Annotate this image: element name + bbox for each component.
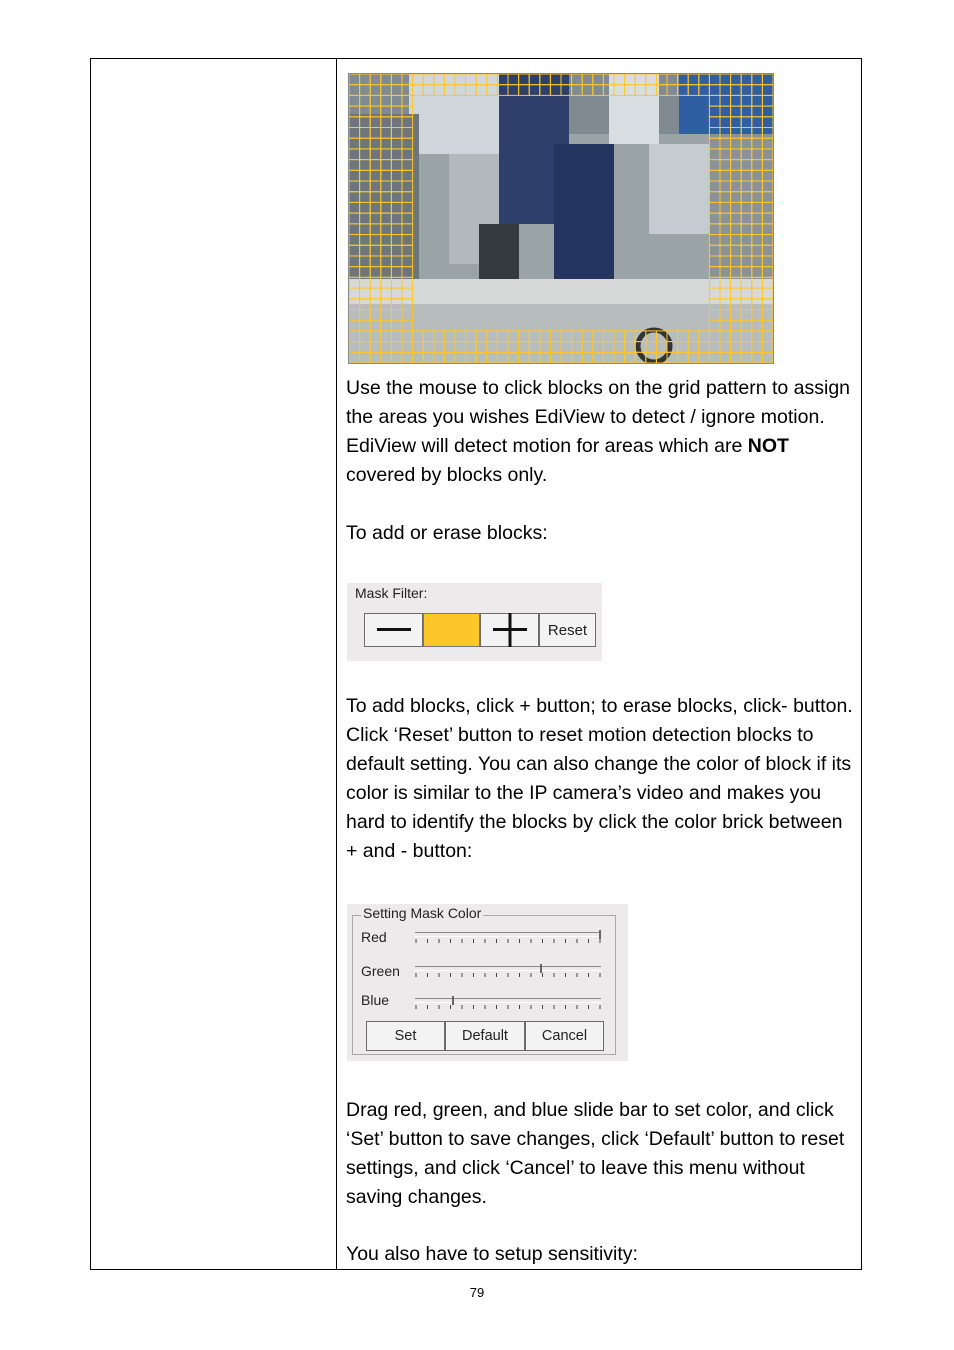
content-table <box>90 58 862 1270</box>
camera-grid-image[interactable] <box>348 73 774 364</box>
default-button[interactable]: Default <box>445 1021 525 1051</box>
red-slider-ticks <box>415 939 601 944</box>
red-label: Red <box>361 929 387 945</box>
setting-mask-color-panel <box>347 904 628 1061</box>
minus-icon <box>377 627 411 633</box>
paragraph-slider-explanation: Drag red, green, and blue slide bar to set color, and click ‘Set’ button to save changes, click ‘Default’ button to reset settings, and click ‘Cancel’ to leave this menu without saving changes. <box>346 1099 845 1208</box>
column-divider <box>336 59 337 1269</box>
green-slider-ticks <box>415 973 601 978</box>
cancel-button[interactable]: Cancel <box>525 1021 604 1051</box>
page-number: 79 <box>469 1285 485 1300</box>
plus-icon <box>493 613 527 647</box>
mask-filter-panel <box>347 583 602 661</box>
blue-slider-track[interactable] <box>415 998 601 1003</box>
red-slider-track[interactable] <box>415 932 601 937</box>
mask-color-title: Setting Mask Color <box>363 905 482 921</box>
mask-color-brick[interactable] <box>423 613 480 647</box>
blue-label: Blue <box>361 992 390 1008</box>
blue-slider-thumb[interactable] <box>452 996 454 1005</box>
paragraph-add-erase: To add or erase blocks: <box>346 522 548 544</box>
bold-not: NOT <box>747 435 789 457</box>
set-button[interactable]: Set <box>366 1021 445 1051</box>
mask-filter-label: Mask Filter: <box>355 585 428 601</box>
add-block-button[interactable] <box>480 613 539 647</box>
paragraph-grid-instructions: Use the mouse to click blocks on the grid pattern to assign the areas you wishes EdiView to detect / ignore motion. EdiView will detect motion for areas which are NOT covered by blocks only. <box>346 377 851 486</box>
red-slider-thumb[interactable] <box>599 930 601 939</box>
paragraph-buttons-explanation: To add blocks, click + button; to erase blocks, click- button. Click ‘Reset’ button to reset motion detection blocks to default setting. You can also change the color of block if its color is similar to the IP camera’s video and makes you hard to identify the blocks by click the color brick between + and - button: <box>346 695 853 862</box>
green-slider-thumb[interactable] <box>540 964 542 973</box>
green-slider-track[interactable] <box>415 966 601 971</box>
paragraph-sensitivity: You also have to setup sensitivity: <box>346 1243 638 1265</box>
camera-snapshot <box>349 74 773 363</box>
reset-button[interactable]: Reset <box>539 613 596 647</box>
blue-slider-ticks <box>415 1005 601 1010</box>
erase-block-button[interactable] <box>364 613 423 647</box>
green-label: Green <box>361 963 400 979</box>
